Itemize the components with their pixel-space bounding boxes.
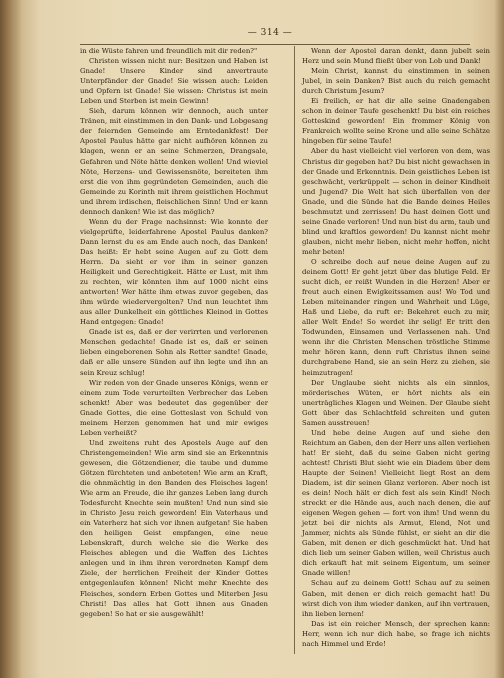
paragraph: O schreibe doch auf neue deine Augen auf zu deinem Gott! Er geht jetzt über das blutige Feld. Er sucht dich, er reißt Wunden in die Herzen! Aber er freut auch einen Ewigkeitssamen aus! Wo Tod und Leben miteinander ringen und Wahrheit und Lüge, Haß und Liebe, da ruft er: Bekehret euch zu mir, aller Welt Ende! So werdet ihr selig! Er tritt den Todwunden, Einsamen und Verlassenen nah. Und wenn ihr die Christen Menschen tröstliche Stimme mehr hören kann, denn ruft Christus ihnen seine durchgrabene Hand, sie an sein Herz zu ziehen, sie heimzutragen! [302,257,490,377]
paragraph: Sieh, darum können wir dennoch, auch unter Tränen, mit einstimmen in den Dank- und Lobgesang der feiernden Gemeinde am Erntedankfest! Der Apostel Paulus hätte gar nicht aufhören können zu klagen, wenn er an seine Schmerzen, Drangsale, Gefahren und Nöte hätte denken wollen! Und wieviel Nöte, Herzens- und Gewissensnöte, bereiteten ihm erst die von ihm gegründeten Gemeinden, auch die Gemeinde zu Korinth mit ihrem geistlichen Hochmut und ihrem irdischen, fleischlichen Sinn! Und er kann dennoch danken! Wie ist das möglich? [80,107,268,216]
paragraph: Und hebe deine Augen auf und siehe den Reichtum an Gaben, den der Herr uns allen verliehen hat! Er sieht, daß du seine Gaben nicht gering achtest! Christi Blut sieht wie ein Diadem über dem Haupte der Seinen! Vielleicht liegt Rost an dem Diadem, ist dir seinen Glanz verloren. Aber noch ist es dein! Noch hält er dich fest als sein Kind! Noch streckt er die Hände aus, auch nach denen, die auf eigenen Wegen gehen — fort von ihm! Und wenn du jetzt bei dir nichts als Armut, Elend, Not und Jammer, nichts als Sünde fühlst, er sieht an dir die Gaben, mit denen er dich geschmückt hat. Und hat dich lieb um seiner Gaben willen, weil Christus auch dich erkauft hat mit seinem Eigentum, um seiner Gnade willen! [302,428,490,578]
left-column [80,46,268,619]
page-edge-shadow [494,0,504,678]
column-divider [294,46,295,654]
book-spine-gutter [0,0,22,678]
paragraph: Aber du hast vielleicht viel verloren von dem, was Christus dir gegeben hat? Du bist nicht gewachsen in der Gnade und Erkenntnis. Dein geistliches Leben ist geschwächt, verkrüppelt — schon in deiner Kindheit und Jugend? Die Welt hat sich überfallen von der Gnade, und die Sünde hat die Bande deines Heiles beschmutzt und zerrissen! Du hast deinen Gott und seine Gnade verloren! Und nun bist du arm, taub und blind und kraftlos geworden! Du kannst nicht mehr glauben, nicht mehr lieben, nicht mehr hoffen, nicht mehr beten! [302,147,490,256]
paragraph: Das ist ein reicher Mensch, der sprechen kann: Herr, wenn ich nur dich habe, so frage ich nichts nach Himmel und Erde! [302,619,490,648]
right-column [302,46,490,649]
paragraph: Ei freilich, er hat dir alle seine Gnadengaben schon in deiner Taufe geschenkt! Du bist ein reiches Gotteskind geworden! Ein frommer König von Frankreich wollte seine Krone und alle seine Schätze hingeben für seine Taufe! [302,97,490,146]
paragraph: Mein Christ, kannst du einstimmen in seinen Jubel, in sein Danken? Bist auch du reich gemacht durch Christum Jesum? [302,67,490,96]
page-number: — 314 — [247,28,293,38]
header-rule [80,44,470,45]
paragraph: Wenn du der Frage nachsinnst: Wie konnte der vielgeprüfte, leiderfahrene Apostel Paulus danken? Dann lernst du es am Ende auch noch, das Danken! Das heißt: Er hebt seine Augen auf zu Gott dem Herrn. Da sieht er vor ihm in seiner ganzen Heiligkeit und Gerechtigkeit. Hätte er Lust, mit ihm zu rechten, wir könnten ihm auf 1000 nicht eins antworten! Wer hätte ihm etwas zuvor gegeben, das ihm würde wiedervergolten? Und nun leuchtet ihm aus aller Dunkelheit ein göttliches Kleinod in Gottes Hand entgegen: Gnade! [80,217,268,327]
paragraph: Wenn der Apostel daran denkt, dann jubelt sein Herz und sein Mund fließt über von Lob und Dank! [302,47,490,66]
paragraph: Gnade ist es, daß er der verirrten und verlorenen Menschen gedachte! Gnade ist es, daß er seinen lieben eingeborenen Sohn als Retter sandte! Gnade, daß er alle unsere Sünden auf ihn legte und ihn an sein Kreuz schlug! [80,328,268,377]
paragraph: Schau auf zu deinem Gott! Schau auf zu seinen Gaben, mit denen er dich reich gemacht hat! Du wirst dich von ihm wieder danken, auf ihn vertrauen, ihn lieben lernen! [302,579,490,618]
paragraph: in die Wüste fahren und freundlich mit dir reden?" [80,47,258,55]
paragraph: Und zweitens ruht des Apostels Auge auf den Christengemeinden! Wie arm sind sie an Erkenntnis gewesen, die Götzendiener, die taube und dumme Götzen fürchteten und anbeteten! Wie arm an Kraft, die ohnmächtig in den Banden des Fleisches lagen! Wie arm an Freude, die ihr ganzes Leben lang durch Todesfurcht Knechte sein mußten! Und nun sind sie in Christo Jesu reich geworden! Ein Vaterhaus und ein Vaterherz hat sich vor ihnen aufgetan! Sie haben den heiligen Geist empfangen, eine neue Lebenskraft, durch welche sie die Werke des Fleisches ablegen und die Waffen des Lichtes anlegen und in ihm ihren verordneten Kampf dem Ziele, der herrlichen Freiheit der Kinder Gottes entgegenlaufen können! Nicht mehr Knechte des Fleisches, sondern Erben Gottes und Miterben Jesu Christi! Das alles hat Gott ihnen aus Gnaden gegeben! So hat er sie ausgewählt! [80,438,268,618]
paragraph: Christen wissen nicht nur: Besitzen und Haben ist Gnade! Unsere Kinder sind anvertraute Unterpfänder der Gnade! Sie wissen auch: Leiden und Opfern ist Gnade! Sie wissen: Christus ist mein Leben und Sterben ist mein Gewinn! [80,57,268,106]
paragraph: Der Unglaube sieht nichts als ein sinnlos, mörderisches Wüten, er hört nichts als ein unerträgliches Klagen und Weinen. Der Glaube sieht Gott über das Schlachtfeld schreiten und guten Samen ausstreuen! [302,378,490,427]
paragraph: Wir reden von der Gnade unseres Königs, wenn er einem zum Tode verurteilten Verbrecher das Leben schenkt! Aber was bedeutet das gegenüber der Gnade Gottes, die eine Gotteslast von Schuld von meinem Herzen genommen hat und mir ewiges Leben verheißt? [80,378,268,437]
